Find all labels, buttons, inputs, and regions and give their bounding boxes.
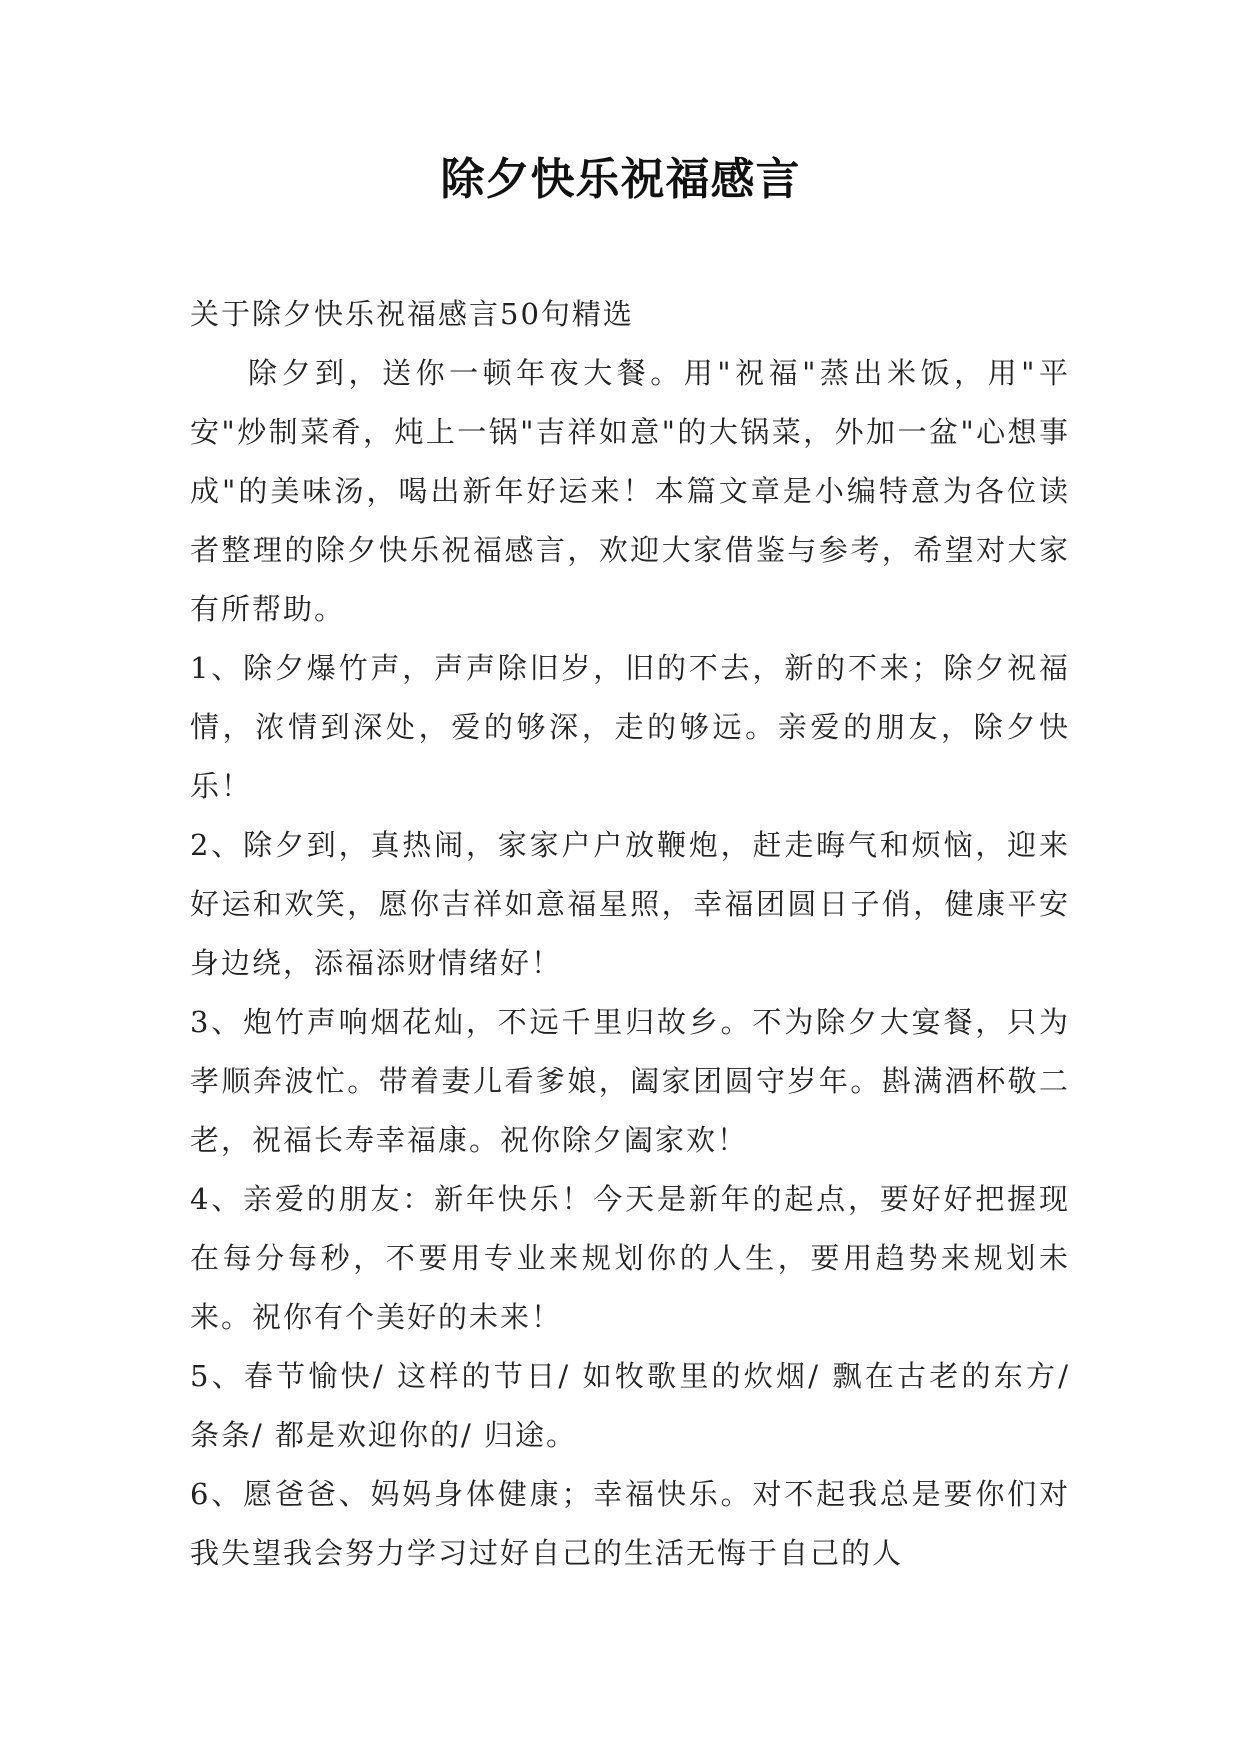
list-item: 2、除夕到，真热闹，家家户户放鞭炮，赶走晦气和烦恼，迎来好运和欢笑，愿你吉祥如意福星照，幸福团圆日子俏，健康平安身边绕，添福添财情绪好！ [190,828,1070,980]
document-body [190,285,1070,1583]
list-item: 1、除夕爆竹声，声声除旧岁，旧的不去，新的不来；除夕祝福情，浓情到深处，爱的够深，走的够远。亲爱的朋友，除夕快乐！ [190,651,1070,803]
list-item: 3、炮竹声响烟花灿，不远千里归故乡。不为除夕大宴餐，只为孝顺奔波忙。带着妻儿看爹娘，阖家团圆守岁年。斟满酒杯敬二老，祝福长寿幸福康。祝你除夕阖家欢！ [190,1005,1070,1157]
list-item: 6、愿爸爸、妈妈身体健康；幸福快乐。对不起我总是要你们对我失望我会努力学习过好自己的生活无悔于自己的人 [190,1477,1070,1570]
intro-paragraph: 除夕到，送你一顿年夜大餐。用"祝福"蒸出米饭，用"平安"炒制菜肴，炖上一锅"吉祥如意"的大锅菜，外加一盆"心想事成"的美味汤，喝出新年好运来！本篇文章是小编特意为各位读者整理的除夕快乐祝福感言，欢迎大家借鉴与参考，希望对大家有所帮助。 [190,356,1070,626]
document-title: 除夕快乐祝福感言 [440,154,801,205]
document-subtitle: 关于除夕快乐祝福感言50句精选 [190,297,634,331]
list-item: 5、春节愉快/ 这样的节日/ 如牧歌里的炊烟/ 飘在古老的东方/ 条条/ 都是欢迎你的/ 归途。 [190,1359,1070,1452]
list-item: 4、亲爱的朋友：新年快乐！今天是新年的起点，要好好把握现在每分每秒，不要用专业来规划你的人生，要用趋势来规划未来。祝你有个美好的未来！ [190,1182,1070,1334]
